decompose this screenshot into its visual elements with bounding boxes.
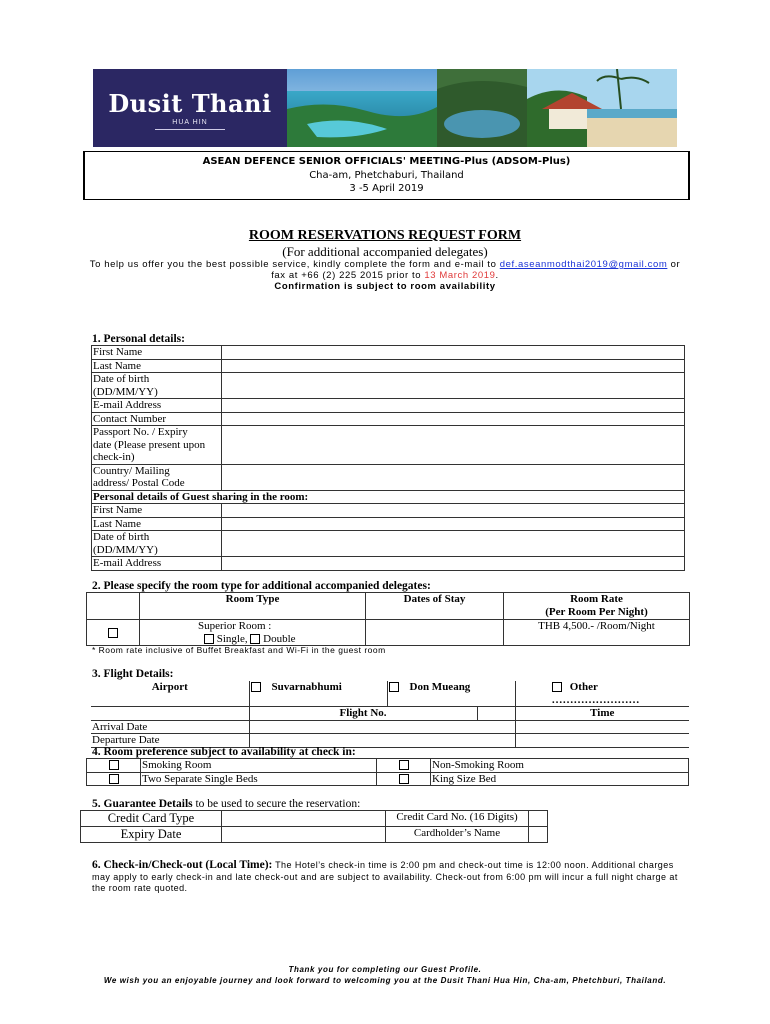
flight-no-label: Flight No. — [249, 707, 477, 721]
smoking-label: Smoking Room — [141, 759, 377, 773]
room-name: Superior Room : — [198, 620, 272, 632]
twin-beds-label: Two Separate Single Beds — [141, 772, 377, 786]
sharing-heading: Personal details of Guest sharing in the room: — [92, 490, 685, 504]
table-row — [92, 504, 685, 518]
table-row — [87, 620, 690, 646]
checkin-heading: 6. Check-in/Check-out (Local Time): — [92, 859, 273, 871]
label: E-mail Address — [92, 399, 222, 413]
guest-dob-label: Date of birth — [93, 531, 150, 543]
non-smoking-label: Non-Smoking Room — [431, 759, 689, 773]
label — [92, 426, 222, 465]
footer-welcome: We wish you an enjoyable journey and look forward to welcoming you at the Dusit Thani Hua Hin, Cha-am, Phetchburi, Thailand. — [103, 976, 667, 985]
dob-label: Date of birth — [93, 373, 150, 385]
guest-dob-format: (DD/MM/YY) — [93, 543, 158, 556]
table-row — [92, 426, 685, 465]
non-smoking-checkbox[interactable] — [399, 760, 409, 770]
intro-fax: fax at +66 (2) 225 2015 prior to — [271, 270, 422, 281]
intro-text: To help us offer you the best possible service, kindly complete the form and e-mail to — [89, 259, 497, 270]
event-dates: 3 -5 April 2019 — [349, 183, 424, 194]
guarantee-table — [80, 810, 548, 843]
time-label: Time — [515, 707, 689, 721]
intro-or: or — [670, 259, 681, 270]
cardholder-label: Cardholder’s Name — [386, 827, 529, 843]
first-name-field[interactable] — [222, 346, 685, 360]
guest-email-field[interactable] — [222, 557, 685, 571]
label — [92, 531, 222, 557]
col-room-rate — [504, 593, 690, 620]
address-label-1: Country/ Mailing — [93, 464, 170, 477]
checkin-text: The Hotel’s check-in time is 2:00 pm and check-out time is 12:00 noon. Additional charges may apply to early check-in and late check-out and are subject to availability. Check-out from 6:00 pm will incur a full night charge at the room rate quoted. — [92, 860, 678, 893]
rate-label: Room Rate — [570, 593, 623, 605]
king-bed-checkbox[interactable] — [399, 774, 409, 784]
personal-heading: 1. Personal details: — [92, 333, 185, 345]
double-label: Double — [263, 632, 296, 645]
table-row — [92, 399, 685, 413]
resort-photo — [287, 69, 677, 147]
footer-thanks: Thank you for completing our Guest Profile. — [288, 965, 482, 974]
other-airport-checkbox[interactable] — [552, 682, 562, 692]
departure-label: Departure Date — [91, 734, 249, 748]
passport-label-2: date (Please present upon — [93, 438, 206, 451]
label: First Name — [92, 504, 222, 518]
table-row — [92, 557, 685, 571]
card-number-label: Credit Card No. (16 Digits) — [386, 811, 529, 827]
flight-heading: 3. Flight Details: — [92, 668, 174, 680]
event-location: Cha-am, Phetchaburi, Thailand — [309, 170, 464, 181]
label: Contact Number — [92, 412, 222, 426]
label — [92, 464, 222, 490]
intro-line-1 — [0, 259, 770, 270]
logo-divider — [155, 129, 225, 130]
deadline-date: 13 March 2019 — [424, 270, 496, 281]
superior-room-checkbox[interactable] — [108, 628, 118, 638]
label — [92, 373, 222, 399]
passport-label-1: Passport No. / Expiry — [93, 426, 188, 438]
room-heading: 2. Please specify the room type for additional accompanied delegates: — [92, 580, 431, 592]
arrival-label: Arrival Date — [91, 720, 249, 734]
email-link[interactable]: def.aseanmodthai2019@gmail.com — [499, 259, 668, 270]
expiry-field[interactable] — [222, 827, 386, 843]
contact-number-field[interactable] — [222, 412, 685, 426]
departure-flight-field[interactable] — [249, 734, 515, 748]
table-row — [92, 346, 685, 360]
double-checkbox[interactable] — [250, 634, 260, 644]
intro-line-2 — [0, 270, 770, 281]
event-info-box — [83, 151, 690, 200]
twin-beds-checkbox[interactable] — [109, 774, 119, 784]
table-row — [92, 531, 685, 557]
guest-last-name-field[interactable] — [222, 517, 685, 531]
table-row — [91, 720, 689, 734]
address-field[interactable] — [222, 464, 685, 490]
guest-first-name-field[interactable] — [222, 504, 685, 518]
label: Last Name — [92, 517, 222, 531]
event-title: ASEAN DEFENCE SENIOR OFFICIALS' MEETING-Plus (ADSOM-Plus) — [202, 156, 571, 167]
confirmation-note: Confirmation is subject to room availability — [274, 281, 496, 292]
label: First Name — [92, 346, 222, 360]
single-checkbox[interactable] — [204, 634, 214, 644]
table-row — [92, 373, 685, 399]
rate-sub-label: (Per Room Per Night) — [545, 605, 648, 618]
don-mueang-label: Don Mueang — [409, 681, 471, 693]
suvarnabhumi-label: Suvarnabhumi — [271, 681, 342, 693]
suvarnabhumi-checkbox[interactable] — [251, 682, 261, 692]
king-bed-label: King Size Bed — [431, 772, 689, 786]
card-type-field[interactable] — [222, 811, 386, 827]
guarantee-heading-bold: 5. Guarantee Details — [92, 798, 193, 810]
table-row — [92, 490, 685, 504]
table-row — [91, 681, 689, 707]
brand-logo: Dusit Thani — [108, 89, 272, 118]
dob-format: (DD/MM/YY) — [93, 385, 158, 398]
email-field[interactable] — [222, 399, 685, 413]
checkin-paragraph — [92, 860, 680, 895]
form-title: ROOM RESERVATIONS REQUEST FORM — [248, 228, 522, 243]
label: E-mail Address — [92, 557, 222, 571]
table-row — [91, 734, 689, 748]
table-row — [92, 412, 685, 426]
personal-details-table — [91, 345, 685, 571]
table-row — [87, 772, 689, 786]
passport-field[interactable] — [222, 426, 685, 465]
guest-dob-field[interactable] — [222, 531, 685, 557]
flight-table — [91, 681, 689, 748]
logo-panel — [93, 69, 287, 147]
col-dates-of-stay: Dates of Stay — [366, 593, 504, 620]
table-row — [87, 759, 689, 773]
table-row — [92, 464, 685, 490]
preference-heading: 4. Room preference subject to availability at check in: — [92, 746, 356, 758]
arrival-flight-field[interactable] — [249, 720, 515, 734]
guarantee-heading-rest: to be used to secure the reservation: — [192, 798, 361, 810]
address-label-2: address/ Postal Code — [93, 477, 185, 489]
guarantee-heading — [92, 798, 360, 810]
airport-label: Airport — [91, 681, 249, 707]
passport-label-3: check-in) — [93, 451, 135, 463]
don-mueang-checkbox[interactable] — [389, 682, 399, 692]
label: Last Name — [92, 359, 222, 373]
card-type-label: Credit Card Type — [81, 811, 222, 827]
arrival-time-field[interactable] — [515, 720, 689, 734]
table-row — [81, 827, 548, 843]
form-subtitle: (For additional accompanied delegates) — [282, 244, 488, 259]
table-row — [87, 593, 690, 620]
room-type-table — [86, 592, 690, 646]
col-room-type: Room Type — [140, 593, 366, 620]
card-number-field[interactable] — [529, 811, 548, 827]
table-row — [91, 707, 689, 721]
table-row — [92, 517, 685, 531]
dob-field[interactable] — [222, 373, 685, 399]
brand-location: HUA HIN — [172, 119, 208, 126]
dates-of-stay-field[interactable] — [366, 620, 504, 646]
hotel-banner — [93, 69, 677, 147]
rate-note: * Room rate inclusive of Buffet Breakfast and Wi-Fi in the guest room — [92, 645, 386, 655]
other-airport-label: Other …………………… — [551, 681, 640, 706]
smoking-checkbox[interactable] — [109, 760, 119, 770]
expiry-label: Expiry Date — [81, 827, 222, 843]
last-name-field[interactable] — [222, 359, 685, 373]
single-label: Single, — [216, 632, 248, 645]
departure-time-field[interactable] — [515, 734, 689, 748]
preference-table — [86, 758, 689, 786]
table-row — [81, 811, 548, 827]
cardholder-field[interactable] — [529, 827, 548, 843]
table-row — [92, 359, 685, 373]
room-rate-value: THB 4,500.- /Room/Night — [504, 620, 690, 646]
intro-period: . — [495, 270, 499, 281]
room-description — [140, 620, 366, 646]
